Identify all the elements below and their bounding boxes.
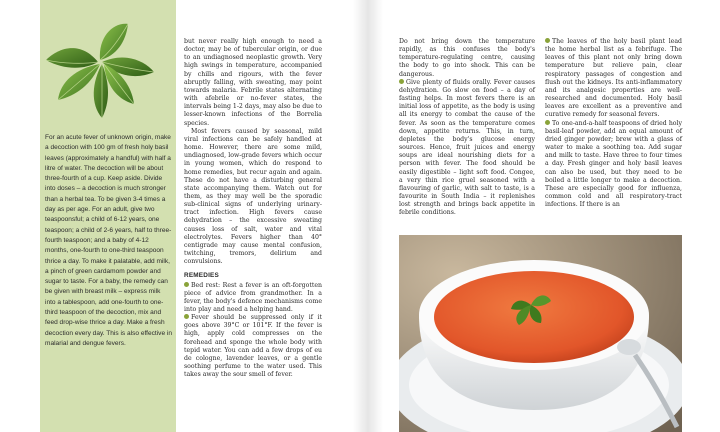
column3-bullet-2-text: To one-and-a-half teaspoons of dried holy basil-leaf powder, add an equal amount of dried ginger powder; brew with a glass of water to make a soothing tea. Add sugar and milk to taste. Have three to four times a day. Fresh ginger and holy basil leaves can also be used, but they need to be boiled a little longer to make a decoction. These are especially good for influenza, common cold and all respiratory-tract infections. If there is an xyxy=(545,119,682,209)
column2-paragraph-1: Do not bring down the temperature rapidly, as this confuses the body's temperature-regulating centre, causing the body to go into shock. This can be dangerous. xyxy=(399,38,535,78)
sidebar-remedy-text: For an acute fever of unknown origin, make a decoction with 100 gm of fresh holy basil leaves (approximately a handful) with half a litre of water. The decoction will be about three-fourth of a cup. Keep aside. Divide into doses – a decoction is much stronger than a herbal tea. To be given 3-4 times a day as per age. For an adult, give two teaspoonsful; a child of 6-12 years, one teaspoon; a child of 2-6 years, half to three-fourth teaspoon; and a baby of 4-12 months, one-fourth to one-third teaspoon thrice a day. To make it palatable, add milk, a pinch of green cardamom powder and sugar to taste. For a baby, the remedy can be given with breast milk – express milk into a tablespoon, add one-fourth to one-third teaspoon of the decoction, mix and feed drop-wise thrice a day. Make a fresh decoction every day. This is also effective in malarial and dengue fevers. xyxy=(45,134,173,347)
column2-bullet-1-text: Give plenty of fluids orally. Fever causes dehydration. Go slow on food – a day of fasting helps. In most fevers there is an initial loss of appetite, as the body is using all its energy to combat the cause of the fever. As soon as the temperature comes down, appetite returns. This, in turn, depletes the body's glucose energy sources. Hence, fruit juices and energy soups are ideal nourishing diets for a person with fever. The food should be easily digestible – light soft food. Congee, a very thin rice gruel seasoned with a flavouring of garlic, with salt to taste, is a favourite in South India – it replenishes lost strength and brings back appetite in febrile conditions. xyxy=(399,78,535,217)
column1-bullet-1 xyxy=(184,282,322,315)
soup-bowl-photo xyxy=(399,235,682,432)
page-gutter xyxy=(353,0,383,432)
column2-bullet-1 xyxy=(399,79,535,218)
column1-bullet-1-text: Bed rest: Rest a fever is an oft-forgotten piece of advice from grandmother. In a fever, the body's defence mechanisms come into play and need a helping hand. xyxy=(184,281,322,313)
green-dot-icon xyxy=(184,314,189,319)
text-column-3 xyxy=(545,38,682,209)
column1-paragraph-2: Most fevers caused by seasonal, mild viral infections can be safely handled at home. However, there are some mild, undiagnosed, low-grade fevers which occur in young women, which do respond to home remedies, but recur again and again. These do not have a disturbing general state accompanying them. Watch out for them, as they may well be the sporadic sub-clinical signs of underlying urinary-tract infection. High fevers cause dehydration – the excessive sweating causes loss of salt, water and vital electrolytes. Fevers higher than 40° centigrade may cause mental confusion, twitching, tremors, delirium and convulsions. xyxy=(184,127,322,266)
green-dot-icon xyxy=(545,38,550,43)
column1-bullet-2 xyxy=(184,314,322,379)
text-column-1 xyxy=(184,38,322,379)
column3-bullet-1 xyxy=(545,38,682,120)
text-column-2 xyxy=(399,38,535,217)
remedy-sidebar xyxy=(40,0,176,432)
basil-leaves-illustration xyxy=(40,0,176,130)
green-dot-icon xyxy=(184,282,189,287)
column1-paragraph-1: but never really high enough to need a doctor, may be of tubercular origin, or due to an undiagnosed neoplastic growth. Very high swings in temperature, accompanied by chills and rigours, with the fever abruptly falling, with sweating, may point towards malaria. Febrile states alternating with afebrile or no-fever states, the intervals being 1-2 days, may also be due to lesser-known infections of the Borrelia species. xyxy=(184,38,323,127)
column3-bullet-1-text: The leaves of the holy basil plant lead the home herbal list as a febrifuge. The leaves of this plant not only bring down temperature but relieve pain, clear respiratory passages of congestion and flush out the kidneys. Its anti-inflammatory and its analgesic properties are well-researched and documented. Holy basil leaves are excellent as a preventive and curative remedy for seasonal fevers. xyxy=(545,38,682,119)
remedies-heading: REMEDIES xyxy=(184,272,219,280)
column3-bullet-2 xyxy=(545,120,682,210)
green-dot-icon xyxy=(545,120,550,125)
green-dot-icon xyxy=(399,79,404,84)
column1-bullet-2-text: Fever should be suppressed only if it goes above 39°C or 101°F. If the fever is high, apply cold compresses on the forehead and sponge the whole body with tepid water. You can add a few drops of eu de cologne, lavender leaves, or a gentle soothing perfume to the water used. This takes away the sour smell of fever. xyxy=(184,314,322,379)
